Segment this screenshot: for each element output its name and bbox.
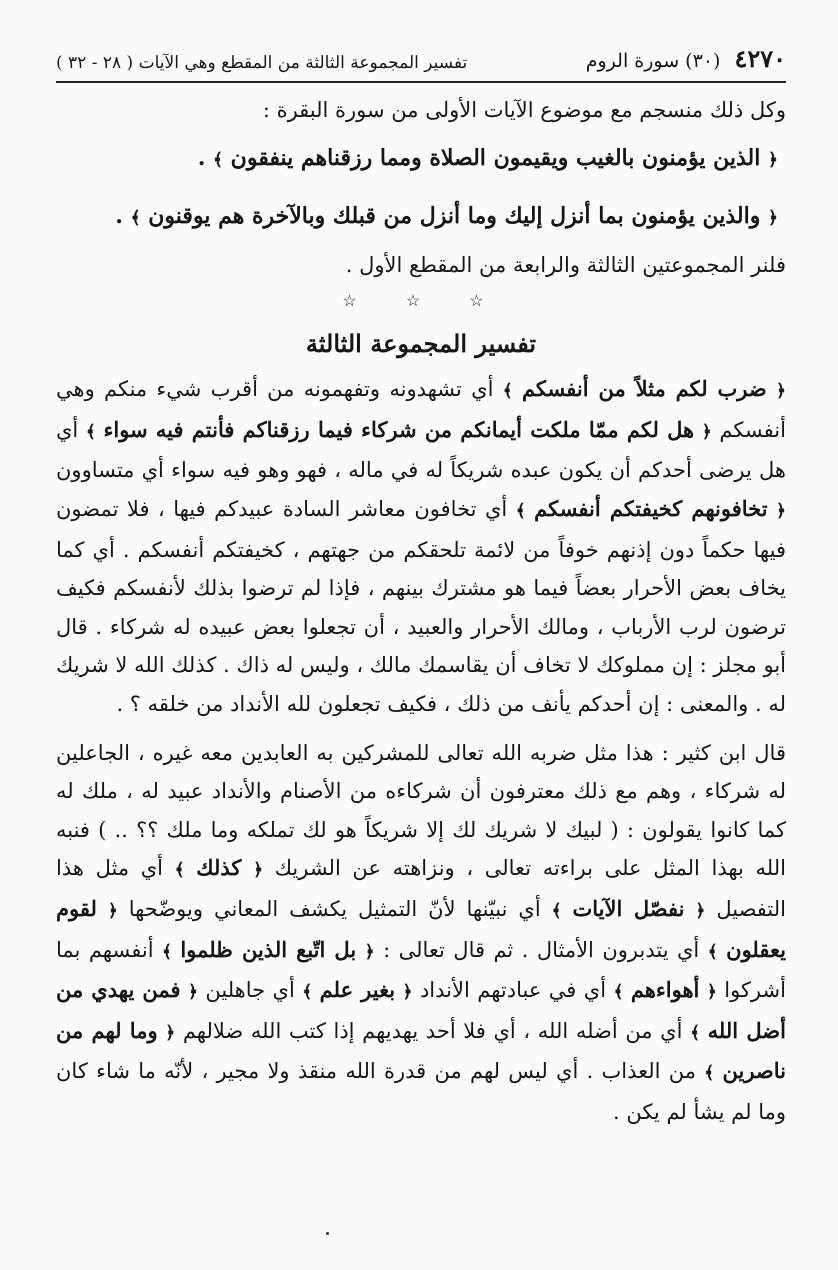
- commentary-text: أي هل يرضى أحدكم أن يكون عبده شريكاً له في ماله ، فهو وهو فيه سواء أي متساوون: [56, 417, 786, 483]
- commentary-text: من العذاب . أي ليس لهم من قدرة الله منقذ ولا مجير ، لأنّه ما شاء كان وما لم يشأ لم يكن .: [56, 1059, 786, 1124]
- commentary-text: أي نبيّنها لأنّ التمثيل يكشف المعاني ويوضّحها: [128, 896, 541, 921]
- commentary-text: أي تشهدونه وتفهمونه من أقرب شيء منكم وهي أنفسكم: [56, 377, 786, 442]
- verse-quote: بغير علم: [319, 977, 396, 1003]
- verse-quote: وما لهم من ناصرين: [56, 1017, 786, 1084]
- running-header: [56, 44, 786, 83]
- commentary-text: قال ابن كثير : هذا مثل ضربه الله تعالى للمشركين به العابدين معه غيره ، الجاعلين له شركاء ، وهم مع ذلك معترفون أن شركاءه من الأصنام والأنداد عبيد له ، ملك له كما كانوا يقولون : ( لبيك لا شريك لك إلا شريكاً هو لك تملكه وما ملك ؟؟ .. ) فنبه الله بهذا المثل على براءته تعالى ، ونزاهته عن الشريك: [56, 740, 786, 881]
- commentary-paragraph-1: ﴿ ضرب لكم مثلاً من أنفسكم ﴾ أي تشهدونه وتفهمونه من أقرب شيء منكم وهي أنفسكم ﴿ هل لكم ممّا ملكت أيمانكم من شركاء فيما رزقناكم فأنتم فيه سواء ﴾ أي هل يرضى أحدكم أن يكون عبده شريكاً له في ماله ، فهو وهو فيه سواء أي متساوون ﴿ تخافونهم كخيفتكم أنفسكم ﴾ أي تخافون معاشر السادة عبيدكم فيها ، فلا تمضون فيها حكماً دون إذنهم خوفاً من لائمة تلحقكم من جهتهم ، كخيفتكم أنفسكم . أي كما يخاف بعض الأحرار بعضاً فيما هو مشترك بينهم ، فإذا لم ترضوا بذلك لأنفسكم فكيف ترضون لرب الأرباب ، ومالك الأحرار والعبيد ، أن تجعلوا بعض عبيده له شركاء . قال أبو مجلز : إن مملوكك لا تخاف أن يقاسمك مالك ، وليس له ذاك . كذلك الله لا شريك له . والمعنى : إن أحدكم يأنف من ذلك ، فكيف تجعلون لله الأنداد من خلقه ؟ .: [56, 376, 786, 716]
- commentary-text: أي في عبادتهم الأنداد: [419, 978, 607, 1003]
- commentary-text: أنفسهم بما أشركوا: [56, 937, 786, 1003]
- verse-text: والذين يؤمنون بما أنزل إليك وما أنزل من قبلك وبالآخرة هم يوقنون: [148, 202, 761, 229]
- surah-name: (٣٠) سورة الروم: [585, 50, 721, 72]
- intro-paragraph: وكل ذلك منسجم مع موضوع الآيات الأولى من سورة البقرة :: [262, 98, 786, 122]
- verse-quote: تخافونهم كخيفتكم أنفسكم: [534, 495, 768, 521]
- commentary-paragraph-2: قال ابن كثير : هذا مثل ضربه الله تعالى للمشركين به العابدين معه غيره ، الجاعلين له شركاء ، وهم مع ذلك معترفون أن شركاءه من الأصنام والأنداد عبيد له ، ملك له كما كانوا يقولون : ( لبيك لا شريك لك إلا شريكاً هو لك تملكه وما ملك ؟؟ .. ) فنبه الله بهذا المثل على براءته تعالى ، ونزاهته عن الشريك ﴿ كذلك ﴾ أي مثل هذا التفصيل ﴿ نفصّل الآيات ﴾ أي نبيّنها لأنّ التمثيل يكشف المعاني ويوضّحها ﴿ لقوم يعقلون ﴾ أي يتدبرون الأمثال . ثم قال تعالى : ﴿ بل اتّبع الذين ظلموا ﴾ أنفسهم بما أشركوا ﴿ أهواءهم ﴾ أي في عبادتهم الأنداد ﴿ بغير علم ﴾ أي جاهلين ﴿ فمن يهدي من أضل الله ﴾ أي من أضله الله ، أي فلا أحد يهديهم إذا كتب الله ضلالهم ﴿ وما لهم من ناصرين ﴾ من العذاب . أي ليس لهم من قدرة الله منقذ ولا مجير ، لأنّه ما شاء كان وما لم يشأ لم يكن .: [56, 740, 786, 1124]
- star-separator: ☆ ☆ ☆: [342, 291, 506, 311]
- page-body: [56, 44, 786, 1131]
- commentary-text: أي مثل هذا التفصيل: [56, 856, 786, 921]
- section-header-title: تفسير المجموعة الثالثة من المقطع وهي الآيات ( ٢٨ - ٣٢ ): [56, 53, 468, 73]
- commentary-text: أي جاهلين: [205, 978, 295, 1003]
- verse-quote: كذلك: [196, 855, 242, 881]
- verse-quote: ضرب لكم مثلاً من أنفسكم: [521, 376, 767, 402]
- verse-quote: فمن يهدي من أضل الله: [56, 977, 786, 1043]
- commentary-text: أي تخافون معاشر السادة عبيدكم فيها ، فلا تمضون فيها حكماً دون إذنهم خوفاً من لائمة تلحقكم من جهتهم ، كخيفتكم أنفسكم . أي كما يخاف بعض الأحرار بعضاً فيما هو مشترك بينهم ، فإذا لم ترضوا بذلك لأنفسكم فكيف ترضون لرب الأرباب ، ومالك الأحرار والعبيد ، أن تجعلوا بعض عبيده له شركاء . قال أبو مجلز : إن مملوكك لا تخاف أن يقاسمك مالك ، وليس له ذاك . كذلك الله لا شريك له . والمعنى : إن أحدكم يأنف من ذلك ، فكيف تجعلون لله الأنداد من خلقه ؟ .: [56, 496, 786, 716]
- verse-quote: هل لكم ممّا ملكت أيمانكم من شركاء فيما رزقناكم فأنتم فيه سواء: [103, 416, 695, 442]
- verse-text: الذين يؤمنون بالغيب ويقيمون الصلاة ومما رزقناهم ينفقون: [230, 144, 761, 171]
- scan-speck: [326, 1232, 329, 1235]
- verse-quote: أهواءهم: [630, 977, 700, 1003]
- verse-quote: بل اتّبع الذين ظلموا: [180, 936, 357, 962]
- page-number: ٤٢٧٠: [734, 44, 786, 73]
- commentary-text: أي من أضله الله ، أي فلا أحد يهديهم إذا كتب الله ضلالهم: [182, 1018, 683, 1043]
- section-title: تفسير المجموعة الثالثة: [305, 329, 537, 359]
- header-right: [586, 44, 786, 73]
- intro-closing: فلنر المجموعتين الثالثة والرابعة من المقطع الأول .: [345, 252, 786, 277]
- quoted-verse-2: ﴿ والذين يؤمنون بما أنزل إليك وما أنزل من قبلك وبالآخرة هم يوقنون ﴾ .: [115, 202, 778, 229]
- page-content: [56, 91, 786, 1131]
- verse-quote: لقوم يعقلون: [56, 895, 786, 962]
- quoted-verse-1: ﴿ الذين يؤمنون بالغيب ويقيمون الصلاة ومما رزقناهم ينفقون ﴾ .: [197, 144, 778, 171]
- verse-quote: نفصّل الآيات: [572, 895, 685, 921]
- commentary-text: أي يتدبرون الأمثال . ثم قال تعالى :: [383, 937, 700, 962]
